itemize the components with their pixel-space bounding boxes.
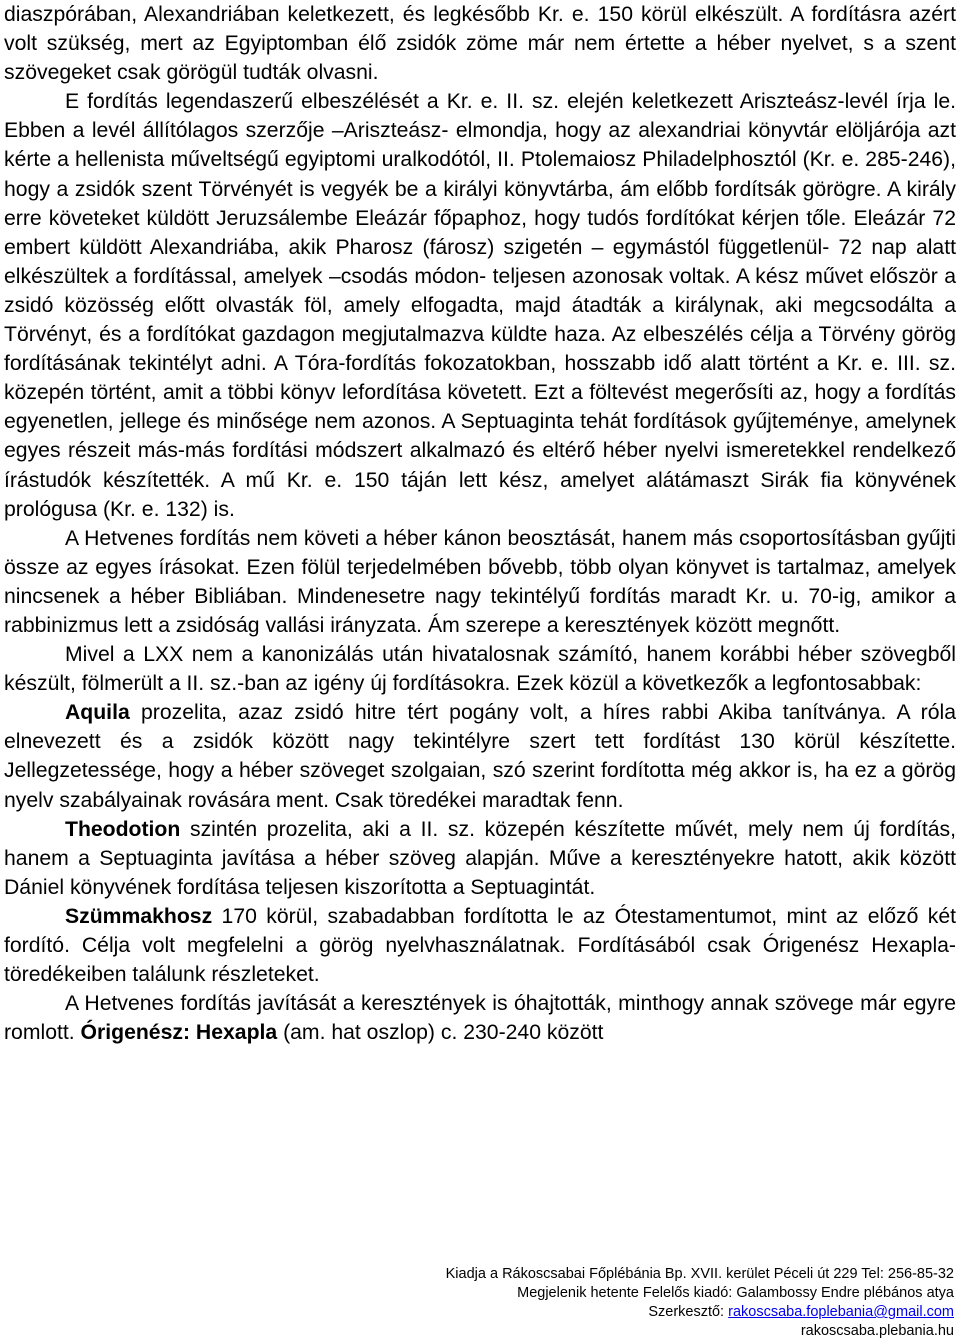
text-run: prozelita, azaz zsidó hitre tért pogány volt, a híres rabbi Akiba tanítványa. A róla elnevezett és a zsidók között nagy tekintélyre szert tett fordítást 130 körül készítette. Jellegzetessége, hogy a héber szöveget szolgaian, szó szerint fordította még akkor is, ha ez a görög nyelv szabályainak rovására ment. Csak töredékei maradtak fenn.: [4, 701, 956, 812]
text-run: E fordítás legendaszerű elbeszélését a Kr. e. II. sz. elején keletkezett Ariszteász-levél írja le. Ebben a levél állítólagos szerzője –Ariszteász- elmondja, hogy az alexandriai könyvtár elöljárója azt kérte a hellenista műveltségű egyiptomi uralkodótól, II. Ptolemaiosz Philadelphosztól (Kr. e. 285-246), hogy a zsidók szent Törvényét is vegyék be a királyi könyvtárba, ám előbb fordítsák görögre. A király erre követeket küldött Jeruzsálembe Eleázár főpaphoz, hogy tudós fordítókat kérjen tőle. Eleázár 72 embert küldött Alexandriába, akik Pharosz (fárosz) szigetén – egymástól függetlenül- 72 nap alatt elkészültek a fordítással, amelyek –csodás módon- teljesen azonosak voltak. A kész művet először a zsidó közösség előtt olvasták föl, amely elfogadta, majd átadták a királynak, aki megcsodálta a Törvényt, és a fordítókat gazdagon megjutalmazva küldte haza. Az elbeszélés célja a Törvény görög fordításának tekintélyt adni. A Tóra-fordítás fokozatokban, hosszabb idő alatt történt a Kr. e. III. sz. közepén történt, amit a többi könyv lefordítása követett. Ezt a föltevést megerősíti az, hogy a fordítás egyenetlen, jellege és minősége nem azonos. A Septuaginta tehát fordítások gyűjteménye, amelynek egyes részeit más-más fordítási módszert alkalmazó és eltérő héber nyelvi ismeretekkel rendelkező írástudók készítették. A mű Kr. e. 150 táján lett kész, amelyet alátámaszt Sirák fia könyvének prológusa (Kr. e. 132) is.: [4, 90, 956, 521]
text-run: szintén prozelita, aki a II. sz. közepén készítette művét, mely nem új fordítás, hanem a Septuaginta javítása a héber szöveg alapján. Műve a keresztényekre hatott, akik között Dániel könyvének fordítása teljesen kiszorította a Septuagintát.: [4, 817, 956, 899]
paragraph: [4, 87, 956, 523]
bold-term: Theodotion: [65, 817, 181, 841]
bold-term: Órigenész: Hexapla: [80, 1021, 278, 1045]
document-body: [4, 0, 956, 1047]
footer: [446, 1265, 954, 1341]
footer-editor-line: Megjelenik hetente Felelős kiadó: Galambossy Endre plébános atya: [517, 1285, 954, 1301]
text-run: diaszpórában, Alexandriában keletkezett, és legkésőbb Kr. e. 150 körül elkészült. A fordításra azért volt szükség, mert az Egyiptomban élő zsidók zöme már nem értette a héber nyelvet, s a szent szövegeket csak görögül tudták olvasni.: [4, 3, 956, 85]
text-run: Mivel a LXX nem a kanonizálás után hivatalosnak számító, hanem korábbi héber szövegből készült, fölmerült a II. sz.-ban az igény új fordításokra. Ezek közül a következők a legfontosabbak:: [4, 643, 956, 696]
paragraph: [4, 524, 956, 640]
website-text: rakoscsaba.plebania.hu: [800, 1323, 954, 1339]
footer-publisher-line: Kiadja a Rákoscsabai Főplébánia Bp. XVII. kerület Péceli út 229 Tel: 256-85-32: [445, 1266, 954, 1282]
text-run: 170 körül, szabadabban fordította le az Ótestamentumot, mint az előző két fordító. Célja volt megfelelni a görög nyelvhasználatnak. Fordításából csak Órigenész Hexapla-töredékeiben találunk részleteket.: [4, 904, 956, 987]
footer-editor-label: Szerkesztő:: [648, 1304, 729, 1320]
footer-contact-line: [446, 1303, 954, 1322]
text-run: (am. hat oszlop) c. 230-240 között: [277, 1021, 604, 1045]
paragraph: [4, 989, 956, 1047]
paragraph: [4, 902, 956, 989]
text-run: A Hetvenes fordítás javítását a keresztények is óhajtották, minthogy annak szövege már egyre romlott.: [4, 992, 956, 1045]
paragraph: [4, 0, 956, 87]
bold-term: Aquila: [65, 701, 130, 725]
email-link[interactable]: rakoscsaba.foplebania@gmail.com: [728, 1304, 954, 1320]
text-run: A Hetvenes fordítás nem követi a héber kánon beosztását, hanem más csoportosításban gyűjti össze az egyes írásokat. Ezen fölül terjedelmében bővebb, több olyan könyvet is tartalmaz, amelyek nincsenek a héber Bibliában. Mindenesetre nagy tekintélyű fordítás maradt Kr. u. 70-ig, amikor a rabbinizmus lett a zsidóság vallási irányzata. Ám szerepe a keresztények között megnőtt.: [4, 526, 956, 637]
paragraph: [4, 815, 956, 902]
paragraph: [4, 640, 956, 698]
bold-term: Szümmakhosz: [65, 904, 213, 928]
paragraph: [4, 698, 956, 814]
